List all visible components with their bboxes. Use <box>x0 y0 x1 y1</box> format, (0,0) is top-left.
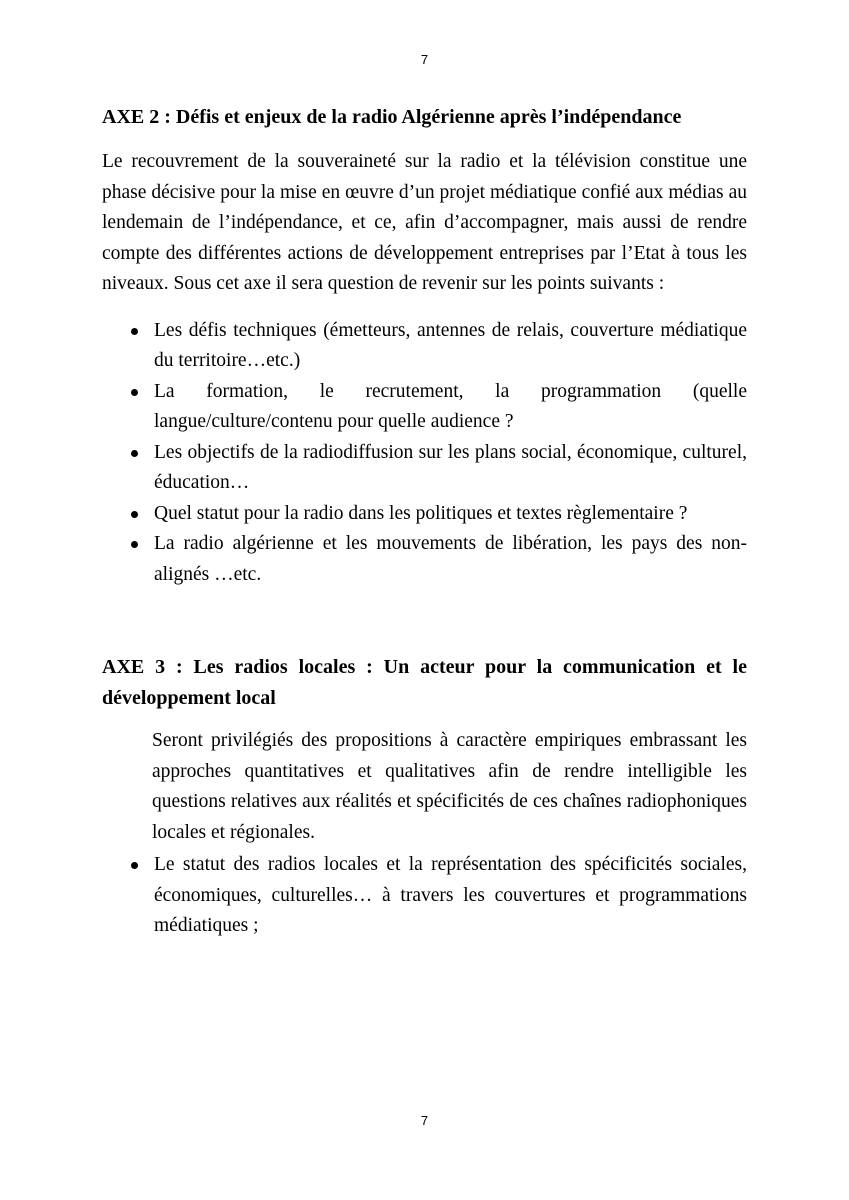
list-item: Quel statut pour la radio dans les politiques et textes règlementaire ? <box>102 499 747 530</box>
list-item: La radio algérienne et les mouvements de libération, les pays des non-alignés …etc. <box>102 529 747 590</box>
axe2-heading: AXE 2 : Défis et enjeux de la radio Algérienne après l’indépendance <box>102 106 682 128</box>
list-item: Les défis techniques (émetteurs, antennes de relais, couverture médiatique du territoire…etc.) <box>102 316 747 377</box>
bullet-icon <box>131 511 138 518</box>
list-item: La formation, le recrutement, la programmation (quelle langue/culture/contenu pour quelle audience ? <box>102 377 747 438</box>
page-number-bottom: 7 <box>420 1113 429 1128</box>
page-number-top: 7 <box>420 52 429 67</box>
axe3-bullet-list <box>102 850 747 942</box>
bullet-icon <box>131 862 138 869</box>
bullet-icon <box>131 328 138 335</box>
bullet-icon <box>131 389 138 396</box>
axe2-intro-paragraph: Le recouvrement de la souveraineté sur la radio et la télévision constitue une phase décisive pour la mise en œuvre d’un projet médiatique confié aux médias au lendemain de l’indépendance, et ce, afin d’accompagner, mais aussi de rendre compte des différentes actions de développement entreprises par l’Etat à tous les niveaux. Sous cet axe il sera question de revenir sur les points suivants : <box>102 151 747 294</box>
axe3-intro-paragraph: Seront privilégiés des propositions à caractère empiriques embrassant les approches quantitatives et qualitatives afin de rendre intelligible les questions relatives aux réalités et spécificités de ces chaînes radiophoniques locales et régionales. <box>152 730 747 843</box>
list-item: Les objectifs de la radiodiffusion sur les plans social, économique, culturel, éducation… <box>102 438 747 499</box>
axe2-bullet-list <box>102 316 747 591</box>
axe3-heading: AXE 3 : Les radios locales : Un acteur pour la communication et le développement local <box>102 656 747 709</box>
bullet-icon <box>131 450 138 457</box>
list-item: Le statut des radios locales et la représentation des spécificités sociales, économiques, culturelles… à travers les couvertures et programmations médiatiques ; <box>102 850 747 942</box>
axe3-intro-block <box>102 726 747 848</box>
page-content <box>102 100 747 942</box>
bullet-icon <box>131 541 138 548</box>
